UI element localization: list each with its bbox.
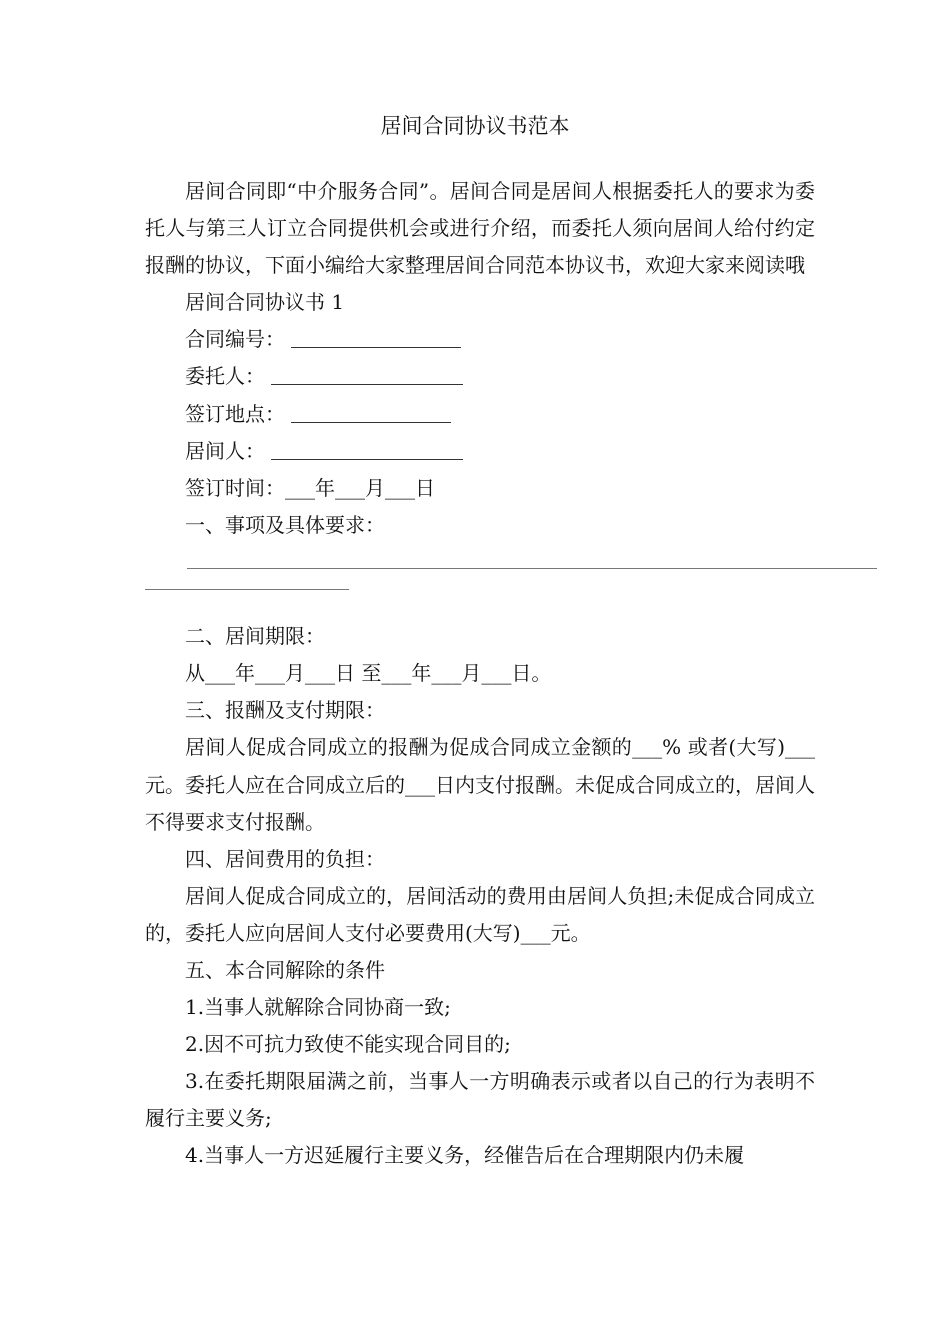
sign-place-label: 签订地点：	[185, 401, 285, 426]
client-label: 委托人：	[185, 364, 265, 389]
item4-paragraph: 居间人促成合同成立的，居间活动的费用由居间人负担;未促成合同成立的，委托人应向居间人支付必要费用(大写)___元。	[145, 883, 815, 945]
item2-heading: 二、居间期限：	[185, 624, 325, 649]
sign-place-blank	[291, 400, 451, 423]
condition-4: 4.当事人一方迟延履行主要义务，经催告后在合理期限内仍未履	[185, 1143, 745, 1168]
document-title: 居间合同协议书范本	[380, 114, 570, 138]
condition-1: 1.当事人就解除合同协商一致;	[185, 995, 451, 1020]
broker-row	[145, 433, 815, 470]
sign-time-row: 签订时间：___年___月___日	[185, 475, 435, 500]
contract-no-label: 合同编号：	[185, 327, 285, 352]
client-row	[145, 358, 815, 395]
contract-no-blank	[291, 325, 461, 348]
section-heading: 居间合同协议书 1	[185, 290, 345, 315]
item4-heading: 四、居间费用的负担：	[185, 846, 385, 871]
client-blank	[271, 362, 463, 385]
item3-heading: 三、报酬及支付期限：	[185, 698, 385, 723]
period-line: 从___年___月___日 至___年___月___日。	[185, 661, 552, 686]
requirements-blank-line-1	[145, 544, 815, 581]
requirements-rule-long	[187, 568, 877, 569]
intro-paragraph: 居间合同即“中介服务合同”。居间合同是居间人根据委托人的要求为委托人与第三人订立合同提供机会或进行介绍，而委托人须向居间人给付约定报酬的协议，下面小编给大家整理居间合同范本协议书，欢迎大家来阅读哦	[145, 179, 815, 278]
contract-no-row	[145, 321, 815, 358]
requirements-rule-short	[145, 589, 349, 590]
item3-paragraph: 居间人促成合同成立的报酬为促成合同成立金额的___% 或者(大写)___元。委托人应在合同成立后的___日内支付报酬。未促成合同成立的，居间人不得要求支付报酬。	[145, 735, 815, 834]
broker-blank	[271, 437, 463, 460]
condition-3: 3.在委托期限届满之前，当事人一方明确表示或者以自己的行为表明不履行主要义务;	[145, 1069, 815, 1131]
broker-label: 居间人：	[185, 438, 265, 463]
document-body	[145, 173, 815, 1175]
item1-heading: 一、事项及具体要求：	[185, 512, 385, 537]
sign-place-row	[145, 396, 815, 433]
item5-heading: 五、本合同解除的条件	[185, 957, 385, 982]
requirements-blank-line-2	[145, 581, 815, 618]
condition-2: 2.因不可抗力致使不能实现合同目的;	[185, 1032, 511, 1057]
